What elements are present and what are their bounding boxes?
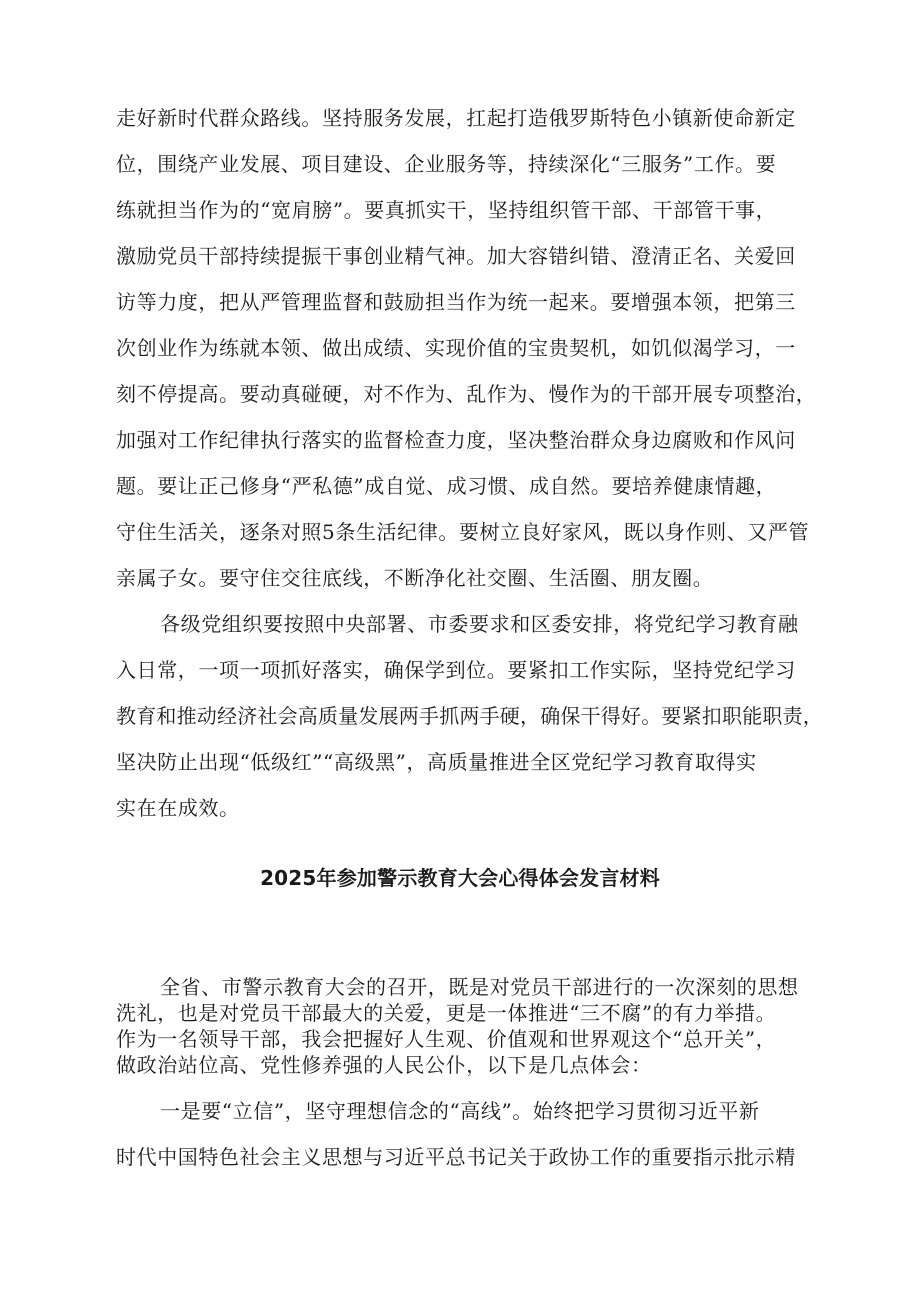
- body-line: 教育和推动经济社会高质量发展两手抓两手硬，确保干得好。要紧扣职能职责，: [116, 704, 823, 728]
- body-line: 位，围绕产业发展、项目建设、企业服务等，持续深化“三服务”工作。要: [116, 152, 777, 176]
- body-line: 激励党员干部持续提振干事创业精气神。加大容错纠错、澄清正名、关爱回: [116, 244, 796, 268]
- section-title: 2025年参加警示教育大会心得体会发言材料: [260, 866, 660, 890]
- body-line: 次创业作为练就本领、做出成绩、实现价值的宝贵契机，如饥似渴学习，一: [116, 336, 796, 360]
- body-line: 洗礼，也是对党员干部最大的关爱，更是一体推进“三不腐”的有力举措。: [116, 1001, 777, 1025]
- paragraph-first-line: 各级党组织要按照中央部署、市委要求和区委安排，将党纪学习教育融: [160, 612, 799, 636]
- body-line: 练就担当作为的“宽肩膀”。要真抓实干，坚持组织管干部、干部管干事，: [116, 198, 777, 222]
- body-line: 做政治站位高、党性修养强的人民公仆，以下是几点体会：: [116, 1053, 652, 1077]
- paragraph-first-line: 一是要“立信”，坚守理想信念的“高线”。始终把学习贯彻习近平新: [160, 1099, 760, 1123]
- body-line: 走好新时代群众路线。坚持服务发展，扛起打造俄罗斯特色小镇新使命新定: [116, 106, 796, 130]
- paragraph-first-line: 全省、市警示教育大会的召开，既是对党员干部进行的一次深刻的思想: [160, 975, 799, 999]
- body-line: 守住生活关，逐条对照5条生活纪律。要树立良好家风，既以身作则、又严管: [116, 520, 810, 544]
- body-line: 刻不停提高。要动真碰硬，对不作为、乱作为、慢作为的干部开展专项整治，: [116, 382, 817, 406]
- body-line: 时代中国特色社会主义思想与习近平总书记关于政协工作的重要指示批示精: [116, 1145, 796, 1169]
- body-line: 入日常，一项一项抓好落实，确保学到位。要紧扣工作实际，坚持党纪学习: [116, 658, 796, 682]
- body-line: 加强对工作纪律执行落实的监督检查力度，坚决整治群众身边腐败和作风问: [116, 428, 796, 452]
- body-line: 亲属子女。要守住交往底线，不断净化社交圈、生活圈、朋友圈。: [116, 566, 714, 590]
- body-line: 作为一名领导干部，我会把握好人生观、价值观和世界观这个“总开关”，: [116, 1027, 777, 1051]
- body-line: 题。要让正己修身“严私德”成自觉、成习惯、成自然。要培养健康情趣，: [116, 474, 777, 498]
- body-line: 实在在成效。: [116, 796, 240, 820]
- body-line: 坚决防止出现“低级红”“高级黑”，高质量推进全区党纪学习教育取得实: [116, 750, 757, 774]
- body-line: 访等力度，把从严管理监督和鼓励担当作为统一起来。要增强本领，把第三: [116, 290, 796, 314]
